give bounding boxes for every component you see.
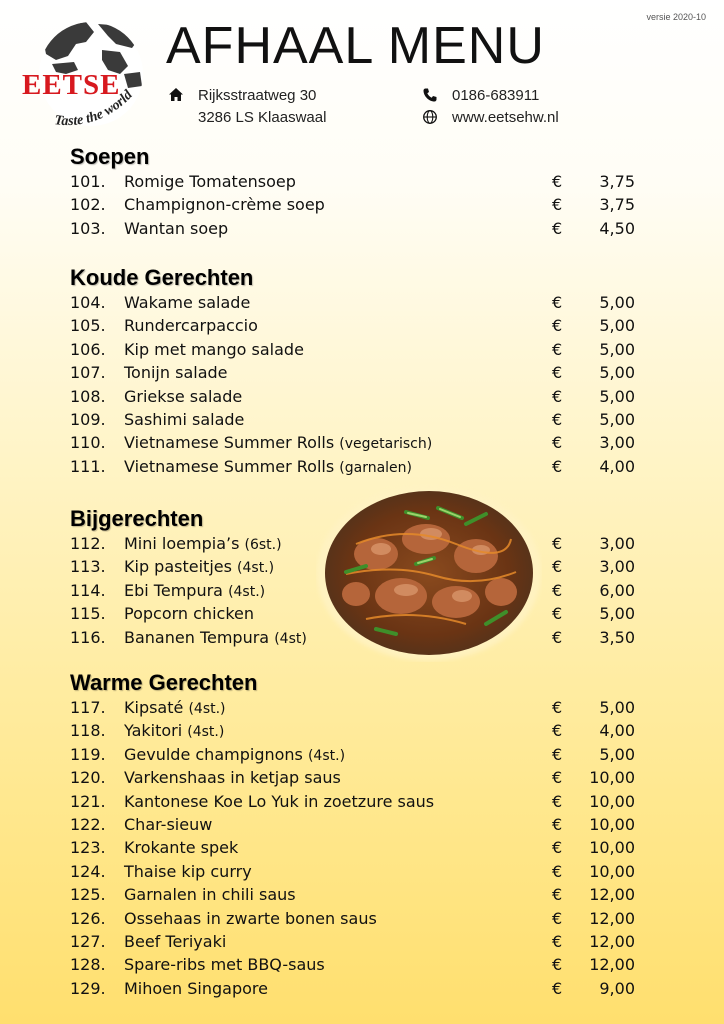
item-price: 5,00 bbox=[599, 409, 635, 429]
item-name-wrap bbox=[124, 361, 228, 384]
item-name-wrap bbox=[124, 719, 224, 744]
menu-item bbox=[70, 860, 640, 883]
item-name-wrap bbox=[124, 930, 226, 953]
item-name: Champignon-crème soep bbox=[124, 195, 325, 215]
menu-item bbox=[70, 314, 640, 337]
item-note: (garnalen) bbox=[339, 459, 413, 476]
item-name: Romige Tomatensoep bbox=[124, 172, 296, 191]
item-name-wrap bbox=[124, 602, 254, 625]
section-heading: Soepen bbox=[70, 144, 150, 169]
currency-symbol: € bbox=[552, 363, 563, 383]
item-number: 113. bbox=[70, 557, 106, 577]
currency-symbol: € bbox=[552, 433, 563, 453]
item-name: Ebi Tempura bbox=[124, 580, 223, 600]
item-price: 9,00 bbox=[599, 978, 635, 998]
menu-section bbox=[70, 670, 640, 1000]
version-label: versie 2020-10 bbox=[646, 12, 706, 22]
item-name: Griekse salade bbox=[124, 386, 243, 406]
item-name: Garnalen in chili saus bbox=[124, 885, 296, 905]
item-name: Wakame salade bbox=[124, 293, 251, 312]
item-price: 10,00 bbox=[589, 838, 635, 858]
item-number: 104. bbox=[70, 293, 106, 312]
brand-name: EETSE bbox=[22, 69, 121, 101]
currency-symbol: € bbox=[552, 195, 563, 215]
home-icon bbox=[168, 87, 184, 103]
section-heading: Koude Gerechten bbox=[70, 265, 254, 290]
item-number: 103. bbox=[70, 218, 106, 238]
menu-item bbox=[70, 217, 640, 240]
item-name: Mini loempia’s bbox=[124, 534, 240, 553]
item-price: 5,00 bbox=[599, 363, 635, 383]
item-price: 12,00 bbox=[589, 908, 635, 928]
address-line-2: 3286 LS Klaaswaal bbox=[198, 109, 327, 126]
page-title: AFHAAL MENU bbox=[166, 17, 545, 75]
item-price: 3,00 bbox=[599, 557, 635, 577]
item-price: 5,00 bbox=[599, 386, 635, 406]
menu-item bbox=[70, 626, 640, 649]
item-number: 114. bbox=[70, 580, 106, 600]
currency-symbol: € bbox=[552, 557, 563, 577]
section-heading: Warme Gerechten bbox=[70, 670, 258, 695]
menu-item bbox=[70, 555, 640, 578]
item-name: Vietnamese Summer Rolls bbox=[124, 456, 335, 476]
item-name-wrap bbox=[124, 766, 341, 789]
item-price: 5,00 bbox=[599, 293, 635, 312]
currency-symbol: € bbox=[552, 580, 563, 600]
menu-item bbox=[70, 193, 640, 216]
globe-icon bbox=[422, 109, 438, 125]
item-price: 3,75 bbox=[599, 172, 635, 191]
item-name: Vietnamese Summer Rolls bbox=[124, 433, 335, 453]
currency-symbol: € bbox=[552, 744, 563, 764]
menu-item bbox=[70, 579, 640, 602]
item-name-wrap bbox=[124, 314, 258, 337]
menu-item bbox=[70, 455, 640, 478]
menu-item bbox=[70, 977, 640, 1000]
item-number: 117. bbox=[70, 698, 106, 717]
section-heading: Bijgerechten bbox=[70, 506, 204, 531]
menu-item bbox=[70, 719, 640, 742]
item-name: Yakitori bbox=[124, 721, 183, 741]
item-name-wrap bbox=[124, 883, 296, 906]
item-note: (6st.) bbox=[244, 537, 282, 553]
item-note: (4st.) bbox=[188, 701, 226, 717]
menu-section bbox=[70, 506, 640, 649]
menu-item bbox=[70, 361, 640, 384]
currency-symbol: € bbox=[552, 534, 563, 553]
item-name: Ossehaas in zwarte bonen saus bbox=[124, 908, 377, 928]
item-number: 118. bbox=[70, 721, 106, 741]
currency-symbol: € bbox=[552, 861, 563, 881]
currency-symbol: € bbox=[552, 339, 563, 359]
website-link[interactable]: www.eetsehw.nl bbox=[452, 109, 559, 126]
item-name: Mihoen Singapore bbox=[124, 978, 268, 998]
menu-section bbox=[70, 144, 640, 240]
item-name-wrap bbox=[124, 193, 325, 216]
item-name-wrap bbox=[124, 408, 244, 431]
address-block bbox=[168, 85, 326, 129]
currency-symbol: € bbox=[552, 409, 563, 429]
item-name-wrap bbox=[124, 338, 304, 361]
item-number: 108. bbox=[70, 386, 106, 406]
currency-symbol: € bbox=[552, 721, 563, 741]
menu-item bbox=[70, 743, 640, 766]
currency-symbol: € bbox=[552, 218, 563, 238]
item-price: 12,00 bbox=[589, 931, 635, 951]
item-name-wrap bbox=[124, 813, 212, 836]
item-number: 116. bbox=[70, 627, 106, 647]
menu-section bbox=[70, 265, 640, 478]
item-name-wrap bbox=[124, 953, 325, 976]
menu-item bbox=[70, 532, 640, 555]
item-name-wrap bbox=[124, 291, 250, 314]
item-name: Spare-ribs met BBQ-saus bbox=[124, 955, 325, 975]
currency-symbol: € bbox=[552, 768, 563, 788]
phone-icon bbox=[422, 87, 438, 103]
item-note: (4st.) bbox=[237, 560, 275, 577]
item-name: Kipsaté bbox=[124, 698, 184, 717]
currency-symbol: € bbox=[552, 838, 563, 858]
menu-item bbox=[70, 883, 640, 906]
menu-item bbox=[70, 602, 640, 625]
item-price: 5,00 bbox=[599, 339, 635, 359]
menu-item bbox=[70, 930, 640, 953]
item-name-wrap bbox=[124, 532, 282, 557]
item-number: 121. bbox=[70, 791, 106, 811]
currency-symbol: € bbox=[552, 627, 563, 647]
item-price: 10,00 bbox=[589, 791, 635, 811]
item-name: Popcorn chicken bbox=[124, 604, 254, 624]
currency-symbol: € bbox=[552, 386, 563, 406]
item-number: 128. bbox=[70, 955, 106, 975]
item-price: 3,50 bbox=[599, 627, 635, 647]
item-price: 10,00 bbox=[589, 861, 635, 881]
item-name: Bananen Tempura bbox=[124, 627, 270, 647]
item-number: 127. bbox=[70, 931, 106, 951]
item-number: 112. bbox=[70, 534, 106, 553]
item-name-wrap bbox=[124, 455, 412, 480]
item-name: Kip pasteitjes bbox=[124, 557, 232, 577]
item-number: 129. bbox=[70, 978, 106, 998]
item-name: Gevulde champignons bbox=[124, 744, 303, 764]
item-price: 5,00 bbox=[599, 744, 635, 764]
item-number: 111. bbox=[70, 456, 106, 476]
currency-symbol: € bbox=[552, 885, 563, 905]
item-price: 4,00 bbox=[599, 456, 635, 476]
currency-symbol: € bbox=[552, 698, 563, 717]
item-name-wrap bbox=[124, 790, 434, 813]
currency-symbol: € bbox=[552, 316, 563, 336]
item-number: 101. bbox=[70, 172, 106, 191]
currency-symbol: € bbox=[552, 456, 563, 476]
item-number: 123. bbox=[70, 838, 106, 858]
item-price: 12,00 bbox=[589, 955, 635, 975]
menu-item bbox=[70, 953, 640, 976]
currency-symbol: € bbox=[552, 791, 563, 811]
item-number: 122. bbox=[70, 814, 106, 834]
menu-item bbox=[70, 766, 640, 789]
currency-symbol: € bbox=[552, 955, 563, 975]
item-number: 110. bbox=[70, 433, 106, 453]
menu-item bbox=[70, 836, 640, 859]
item-name-wrap bbox=[124, 907, 377, 930]
item-price: 5,00 bbox=[599, 698, 635, 717]
item-name-wrap bbox=[124, 836, 238, 859]
item-note: (4st.) bbox=[307, 747, 346, 764]
item-number: 105. bbox=[70, 316, 106, 336]
item-note: (vegetarisch) bbox=[339, 436, 433, 453]
item-name: Krokante spek bbox=[124, 838, 239, 858]
currency-symbol: € bbox=[552, 931, 563, 951]
item-name: Sashimi salade bbox=[124, 409, 245, 429]
item-name: Kip met mango salade bbox=[124, 339, 304, 359]
item-number: 120. bbox=[70, 768, 106, 788]
item-price: 3,00 bbox=[599, 433, 635, 453]
item-price: 6,00 bbox=[599, 580, 635, 600]
item-name-wrap bbox=[124, 579, 265, 604]
item-number: 109. bbox=[70, 409, 106, 429]
menu-item bbox=[70, 408, 640, 431]
item-note: (4st) bbox=[274, 630, 307, 647]
menu-item bbox=[70, 907, 640, 930]
item-name-wrap bbox=[124, 555, 274, 580]
item-note: (4st.) bbox=[228, 583, 266, 600]
item-number: 115. bbox=[70, 604, 106, 624]
menu-item bbox=[70, 291, 640, 314]
item-price: 10,00 bbox=[589, 814, 635, 834]
item-name-wrap bbox=[124, 217, 228, 240]
menu-item bbox=[70, 338, 640, 361]
item-number: 106. bbox=[70, 339, 106, 359]
brand-tagline: Taste the world bbox=[53, 87, 136, 130]
currency-symbol: € bbox=[552, 814, 563, 834]
item-price: 3,75 bbox=[599, 195, 635, 215]
item-number: 107. bbox=[70, 363, 106, 383]
currency-symbol: € bbox=[552, 293, 563, 312]
item-note: (4st.) bbox=[187, 724, 225, 741]
item-name-wrap bbox=[124, 170, 296, 193]
currency-symbol: € bbox=[552, 978, 563, 998]
item-name-wrap bbox=[124, 696, 226, 721]
item-name-wrap bbox=[124, 860, 252, 883]
item-number: 119. bbox=[70, 744, 106, 764]
item-number: 102. bbox=[70, 195, 106, 215]
item-name: Thaise kip curry bbox=[124, 861, 252, 881]
item-name: Tonijn salade bbox=[124, 363, 228, 383]
item-name: Varkenshaas in ketjap saus bbox=[124, 768, 341, 788]
item-name-wrap bbox=[124, 626, 307, 651]
item-name: Kantonese Koe Lo Yuk in zoetzure saus bbox=[124, 791, 435, 811]
menu-item bbox=[70, 813, 640, 836]
menu-item bbox=[70, 170, 640, 193]
item-name: Wantan soep bbox=[124, 218, 229, 238]
item-name: Beef Teriyaki bbox=[124, 931, 227, 951]
menu-item bbox=[70, 790, 640, 813]
item-name: Rundercarpaccio bbox=[124, 316, 258, 336]
item-name: Char-sieuw bbox=[124, 814, 213, 834]
item-name-wrap bbox=[124, 385, 242, 408]
item-name-wrap bbox=[124, 743, 345, 768]
contact-block bbox=[422, 85, 559, 129]
item-price: 4,50 bbox=[599, 218, 635, 238]
item-name-wrap bbox=[124, 431, 432, 456]
item-number: 126. bbox=[70, 908, 106, 928]
currency-symbol: € bbox=[552, 908, 563, 928]
item-price: 5,00 bbox=[599, 316, 635, 336]
item-number: 125. bbox=[70, 885, 106, 905]
item-number: 124. bbox=[70, 861, 106, 881]
item-name-wrap bbox=[124, 977, 268, 1000]
item-price: 12,00 bbox=[589, 885, 635, 905]
menu-item bbox=[70, 431, 640, 454]
item-price: 5,00 bbox=[599, 604, 635, 624]
eetse-logo bbox=[16, 14, 156, 134]
item-price: 3,00 bbox=[599, 534, 635, 553]
currency-symbol: € bbox=[552, 604, 563, 624]
item-price: 4,00 bbox=[599, 721, 635, 741]
menu-item bbox=[70, 696, 640, 719]
address-line-1: Rijksstraatweg 30 bbox=[198, 87, 317, 104]
menu-item bbox=[70, 385, 640, 408]
phone-number[interactable]: 0186-683911 bbox=[452, 87, 540, 104]
item-price: 10,00 bbox=[589, 768, 635, 788]
currency-symbol: € bbox=[552, 172, 563, 191]
